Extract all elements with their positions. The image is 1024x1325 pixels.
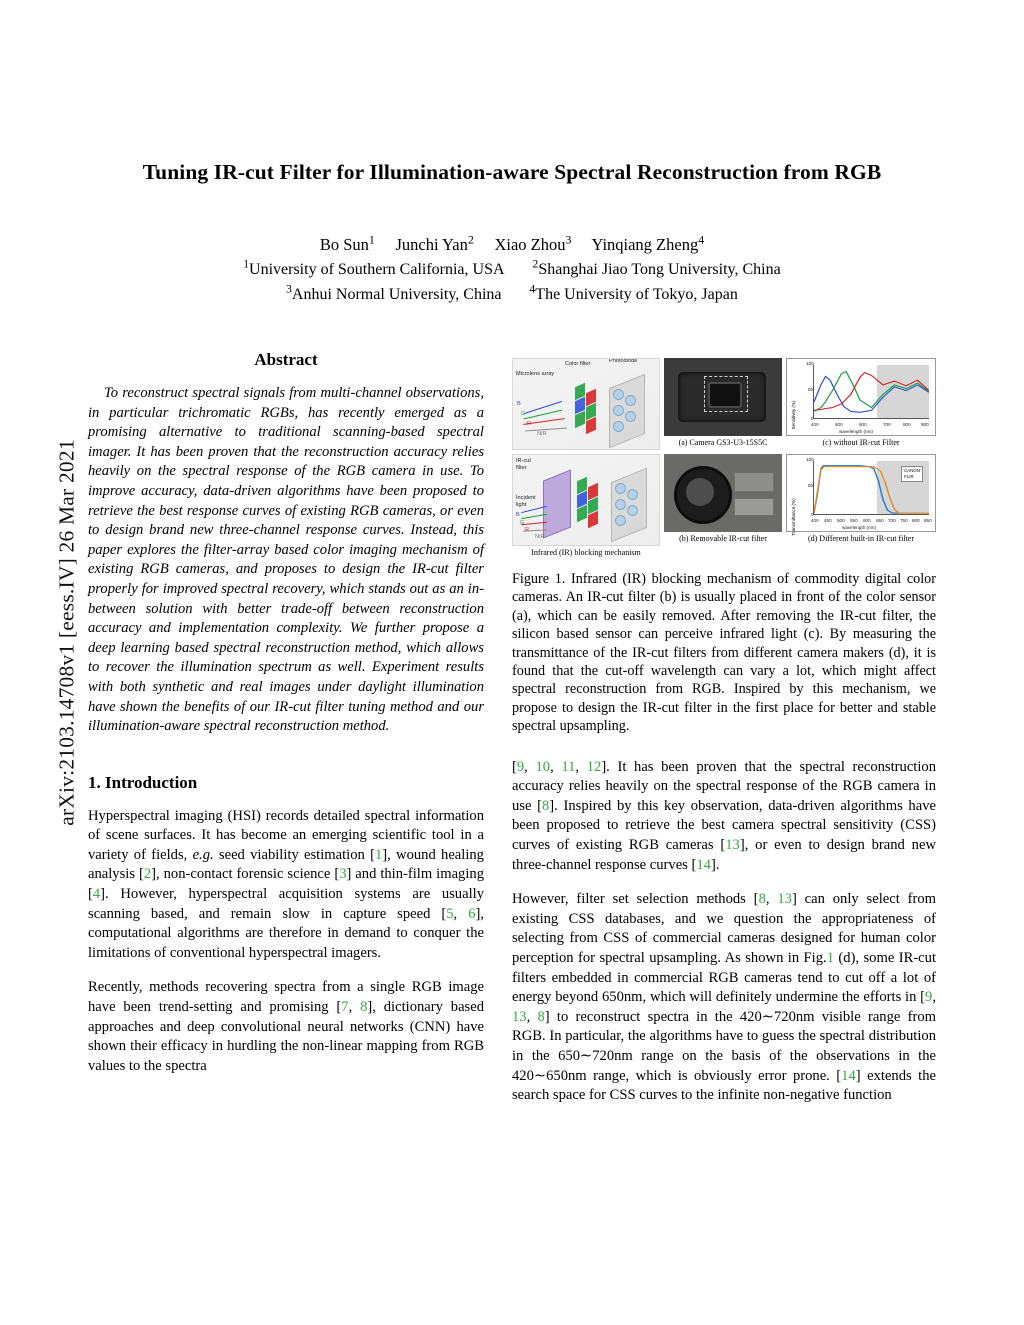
diagram-label-photodiode: Photodiode [609, 358, 638, 364]
chart-d-xtick-550: 550 [850, 518, 858, 523]
citation-9[interactable]: 9 [516, 758, 525, 775]
microlens-1 [613, 389, 624, 400]
page-title: Tuning IR-cut Filter for Illumination-aware Spectral Reconstruction from RGB [142, 160, 882, 184]
citation-8[interactable]: 8 [360, 999, 368, 1016]
affiliation-sup-4: 4 [529, 283, 536, 296]
citation-14[interactable]: 14 [696, 856, 711, 873]
chart-c-xtick-500: 500 [835, 422, 843, 427]
figure-1 [512, 350, 936, 560]
diagram-color-filter-array [512, 358, 660, 450]
diagram-label-ir-cut-filter: IR-cut [516, 458, 531, 464]
ir-cut-filter-plate [543, 469, 571, 538]
diagram-label-r: R [527, 421, 532, 427]
citation-8d[interactable]: 8 [537, 1008, 545, 1025]
right-paragraph-1: [9, 10, 11, 12]. It has been proven that the spectral reconstruction accuracy relies heavily on the spectral response of the RGB camera in use [8]. Inspired by this key observation, data-driven algorithms have been proposed to retrieve the best camera spectral sensitivity (CSS) curves of existing RGB cameras [13], or even to design brand new three-channel response curves [14]. [512, 758, 936, 873]
chart-d-legend-item-2: FLIR [904, 474, 914, 479]
chart-d-ytick-0: 0 [811, 512, 814, 517]
diagram-label-ir-cut-filter-2: filter [516, 465, 527, 471]
author-name-1: Bo Sun [319, 235, 369, 254]
chart-d-ytick-50: 50 [808, 483, 814, 488]
cfa-cell-red-2 [586, 417, 596, 434]
intro-paragraph-2: Recently, methods recovering spectra from a single RGB image have been trend-setting and promising [7, 8], dictionary based approaches and deep convolutional neural networks (CNN) have shown their efficacy in hurdling the non-linear mapping from RGB values to the spectra [88, 979, 485, 1074]
cfa-cell-red-4 [588, 511, 598, 528]
arxiv-stamp: arXiv:2103.14708v1 [eess.IV] 26 Mar 2021 [54, 439, 79, 826]
affiliation-sup-3: 3 [286, 283, 292, 296]
microlens-3 [613, 405, 624, 416]
citation-13c[interactable]: 13 [512, 1008, 527, 1025]
chart-d-xtick-800: 800 [912, 518, 920, 523]
microlens-10 [615, 515, 626, 526]
affiliation-text-2: Shanghai Jiao Tong University, China [538, 261, 781, 278]
citation-8b[interactable]: 8 [542, 797, 550, 814]
photo-camera [664, 358, 782, 436]
ir-cut-plate-2 [734, 498, 774, 516]
caption-panel-d: (d) Different built-in IR-cut filter [807, 534, 915, 543]
chart-d-xtick-750: 750 [900, 518, 908, 523]
citation-8c[interactable]: 8 [758, 891, 766, 908]
citation-11[interactable]: 11 [561, 758, 576, 775]
intro-paragraph-1: Hyperspectral imaging (HSI) records detailed spectral information of scene surfaces. It has become an emerging scientific tool in a variety of fields, e.g. seed viability estimation [1], wound healing analysis [2], non-contact forensic science [3] and thin-film imaging [4]. However, hyperspectral acquisition systems are usually scanning based, and remain slow in capture speed [5, 6], computational algorithms are therefore in demand to conquer the limitations of conventional hyperspectral imagers. [88, 807, 485, 961]
diagram-label-b: B [517, 401, 521, 407]
citation-4[interactable]: 4 [92, 886, 101, 903]
abstract-text: To reconstruct spectral signals from multi-channel observations, in particular trichromatic RGBs, has recently emerged as a promising alternative to traditional scanning-based spectral imager. It has been proven that the reconstruction accuracy relies heavily on the spectral response of the RGB camera in use. To improve accuracy, data-driven algorithms have been proposed to retrieve the best response curves of existing RGB cameras, or even to design brand new three-channel response curves. Instead, this paper explores the filter-array based color imaging mechanism of existing RGB cameras, and proposes to design the IR-cut filter properly for improved spectral recovery, which stands out as an in-between solution with better trade-off between reconstruction accuracy and implementation complexity. We further propose a deep learning based spectral reconstruction method, which allows to recover the illumination spectrum as well. Experiment results with both synthetic and real images under daylight illumination have shown the benefits of our IR-cut filter tuning method and our illumination-aware spectral reconstruction method. [88, 385, 484, 735]
abstract-paragraph [88, 384, 484, 737]
microlens-4 [625, 411, 636, 422]
chart-c-curves [814, 365, 929, 418]
chart-d-legend [901, 466, 923, 482]
author-block [88, 232, 936, 307]
left-column [88, 350, 484, 1091]
diagram-label-color-filter: Color filter [565, 361, 591, 367]
camera-highlight-box [704, 376, 748, 412]
microlens-6 [615, 483, 626, 494]
microlens-7 [627, 489, 638, 500]
cfa-cell-green-6 [577, 505, 587, 522]
affiliation-text-3: Anhui Normal University, China [291, 286, 502, 303]
chart-panel-d [786, 454, 936, 536]
diagram-label-incident-light-2: light [516, 502, 527, 508]
chart-c-xtick-400: 400 [811, 422, 819, 427]
chart-d-xlabel: wavelength (nm) [842, 525, 876, 530]
chart-d-xtick-500: 500 [837, 518, 845, 523]
chart-d-xtick-450: 450 [824, 518, 832, 523]
cfa-cell-green-3 [575, 411, 585, 428]
chart-c-plot-area [806, 361, 929, 421]
chart-c-xtick-800: 800 [903, 422, 911, 427]
affiliation-text-4: The University of Tokyo, Japan [535, 286, 738, 303]
paper-page [88, 0, 936, 1325]
author-sup-3: 3 [565, 232, 572, 247]
diagram-label-nir-2: NIR [535, 534, 545, 540]
microlens-9 [627, 505, 638, 516]
citation-9b[interactable]: 9 [925, 989, 933, 1006]
author-names [88, 232, 936, 257]
citation-12[interactable]: 12 [586, 758, 602, 775]
chart-d-plot-area [806, 457, 929, 517]
abstract-body [88, 384, 484, 737]
caption-panel-a: (a) Camera GS3-U3-15S5C [678, 438, 768, 447]
diagram-label-g-2: G [520, 520, 525, 526]
affiliation-text-1: University of Southern California, USA [249, 261, 505, 278]
abstract-heading: Abstract [254, 350, 318, 369]
author-sup-2: 2 [467, 232, 474, 247]
diagram-ir-blocking [512, 454, 660, 546]
chart-d-xtick-600: 600 [863, 518, 871, 523]
citation-5[interactable]: 5 [446, 905, 454, 922]
chart-c-ytick-50: 50 [808, 387, 814, 392]
author-sup-1: 1 [368, 232, 375, 247]
citation-13[interactable]: 13 [725, 837, 740, 854]
chart-d-ytick-100: 100 [806, 457, 814, 462]
chart-d-ylabel: Transmittance (%) [791, 498, 796, 536]
section-heading-introduction: 1. Introduction [88, 772, 198, 792]
chart-panel-c [786, 358, 936, 436]
microlens-2 [625, 395, 636, 406]
affiliation-row-1 [88, 257, 936, 282]
figure-1-caption: Figure 1. Infrared (IR) blocking mechanism of commodity digital color cameras. An IR-cut filter (b) is usually placed in front of the color sensor (a), which can be easily removed. After removing the IR-cut filter, the silicon based sensor can perceive infrared light (c). By measuring the transmittance of the IR-cut filters from different camera makers (d), it is found that the cut-off wavelength can vary a lot, which might affect spectral reconstruction from RGB. Inspired by this mechanism, we propose to design the IR-cut filter in the first place for better and stable spectral upsampling. [512, 571, 936, 735]
chart-d-xtick-400: 400 [811, 518, 819, 523]
ir-cut-ring-inner [686, 478, 714, 506]
author-name-4: Yinqiang Zheng [591, 235, 699, 254]
chart-c-ytick-0: 0 [811, 416, 814, 421]
citation-1[interactable]: 1 [374, 846, 383, 863]
diagram-label-r-2: R [525, 527, 530, 533]
caption-panel-b: (b) Removable IR-cut filter [679, 534, 767, 543]
citation-7[interactable]: 7 [341, 999, 349, 1016]
affiliation-row-2 [88, 282, 936, 307]
citation-10[interactable]: 10 [535, 758, 551, 775]
author-name-3: Xiao Zhou [494, 235, 566, 254]
citation-13b[interactable]: 13 [777, 891, 792, 908]
diagram-label-g: G [521, 411, 526, 417]
author-name-2: Junchi Yan [395, 235, 468, 254]
affiliation-sup-2: 2 [532, 258, 539, 271]
diagram-label-nir: NIR [537, 431, 547, 437]
citation-6[interactable]: 6 [468, 905, 476, 922]
caption-panel-c: (c) without IR-cut Filter [822, 438, 900, 447]
photo-removable-ir-cut [664, 454, 782, 532]
chart-d-xtick-850: 850 [924, 518, 932, 523]
right-paragraph-2: However, filter set selection methods [8, 13] can only select from existing CSS databases, and we question the appropriateness of selecting from CSS of commercial cameras designed for human color perception for spectral upsampling. As shown in Fig.1 (d), some IR-cut filters embedded in commercial RGB cameras tend to cut off a lot of energy beyond 650nm, which will definitely undermine the efforts in [9, 13, 8] to reconstruct spectra in the 420∼720nm visible range from RGB. In particular, the algorithms have to guess the spectral distribution in the 650∼720nm range on the basis of the observations in the 420∼650nm range, which is obviously error prone. [14] extends the search space for CSS curves to the infinite non-negative function [512, 891, 937, 1104]
affiliation-sup-1: 1 [243, 258, 250, 271]
chart-c-ylabel: Sensitivity (%) [791, 400, 796, 430]
ir-cut-plate-1 [734, 472, 774, 492]
chart-c-xtick-600: 600 [859, 422, 867, 427]
citation-14b[interactable]: 14 [841, 1067, 856, 1084]
diagram-label-b-2: B [516, 512, 520, 518]
chart-d-xtick-700: 700 [888, 518, 896, 523]
ray-blue [524, 401, 562, 414]
diagram-label-incident-light: Incident [516, 495, 536, 501]
chart-c-xtick-900: 900 [921, 422, 929, 427]
right-column [512, 350, 936, 1121]
caption-ir-blocking-mechanism: Infrared (IR) blocking mechanism [531, 548, 641, 557]
microlens-5 [613, 421, 624, 432]
diagram-label-microlens-array: Microlens array [516, 371, 555, 377]
chart-c-xtick-700: 700 [883, 422, 891, 427]
figure-ref-1[interactable]: 1 [826, 950, 834, 966]
chart-d-xtick-650: 650 [876, 518, 884, 523]
microlens-8 [615, 499, 626, 510]
chart-c-xlabel: wavelength (nm) [839, 429, 873, 434]
author-sup-4: 4 [698, 232, 705, 247]
chart-d-legend-item-1: CANON [904, 468, 920, 473]
chart-c-ytick-100: 100 [806, 361, 814, 366]
citation-2[interactable]: 2 [143, 866, 152, 883]
citation-3[interactable]: 3 [339, 866, 347, 883]
